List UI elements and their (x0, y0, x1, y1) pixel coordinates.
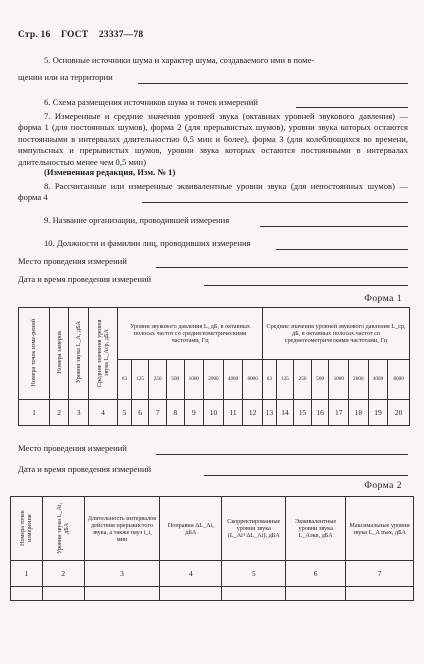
fill-line (204, 475, 408, 476)
empty-cell (346, 587, 414, 601)
place-label-1: Место проведения измерений (18, 256, 127, 266)
column-number: 14 (276, 400, 294, 426)
form1-col-level: Уровни звука L_A, дБА (69, 308, 88, 400)
place-label-2: Место проведения измерений (18, 443, 127, 453)
column-number: 5 (222, 561, 286, 587)
fill-line (276, 249, 408, 250)
page-header (18, 30, 151, 40)
form2-table (10, 496, 414, 601)
freq-cell: 500 (311, 360, 329, 400)
column-number: 9 (184, 400, 204, 426)
fill-line (204, 285, 408, 286)
empty-cell (160, 587, 222, 601)
column-number: 18 (349, 400, 369, 426)
form2-col-max: Максимальные уровни звука L_A max, дБА (346, 497, 414, 561)
freq-cell: 250 (149, 360, 167, 400)
fill-line (156, 454, 408, 455)
paragraph-6: 6. Схема размещения источников шума и точек измерений (44, 97, 258, 107)
form1-col-point: Номера точек изме-рений (19, 308, 50, 400)
column-number: 19 (368, 400, 388, 426)
fill-line (142, 202, 408, 203)
column-number: 3 (69, 400, 88, 426)
column-number: 16 (311, 400, 329, 426)
empty-cell (42, 587, 84, 601)
fill-line (138, 83, 408, 84)
column-number: 7 (149, 400, 167, 426)
freq-cell: 500 (166, 360, 184, 400)
paragraph-5b: щении или на территории (18, 72, 113, 82)
column-number: 1 (19, 400, 50, 426)
column-number: 12 (243, 400, 263, 426)
form2-col-duration: Длительность интервалов действия прерывистого звука, а также пауз t_i, мин (84, 497, 160, 561)
form2-col-level: Уровни звука L_Ai, дБА (42, 497, 84, 561)
empty-cell (222, 587, 286, 601)
freq-cell: 2000 (349, 360, 369, 400)
paragraph-10: 10. Должности и фамилии лиц, проводивших измерения (44, 238, 251, 248)
freq-cell: 8000 (388, 360, 410, 400)
column-number: 6 (286, 561, 346, 587)
form1-col-measure: Номера замеров (49, 308, 68, 400)
gost-label: ГОСТ (61, 30, 89, 40)
column-number: 1 (11, 561, 43, 587)
form2-col-equivalent: Эквивалентные уровни звука L_Aэкв, дБА (286, 497, 346, 561)
freq-cell: 2000 (204, 360, 224, 400)
freq-cell: 125 (276, 360, 294, 400)
column-number: 7 (346, 561, 414, 587)
gost-number: 23337—78 (98, 30, 144, 40)
column-number: 4 (160, 561, 222, 587)
column-number: 5 (118, 400, 132, 426)
form1-table (18, 307, 410, 426)
freq-cell: 1000 (329, 360, 349, 400)
paragraph-8: 8. Рассчитанные или измеренные эквивалентные уровни звука (для непостоянных шумов) — форма 4 (18, 181, 408, 203)
date-label-1: Дата и время проведения измерений (18, 274, 152, 284)
column-number: 6 (131, 400, 149, 426)
freq-cell: 250 (294, 360, 312, 400)
paragraph-7: 7. Измеренные и средние значения уровней звука (октавных уровней звукового давления) — форма 1 (для постоянных шумов), форма 2 (для прерывистых шумов), уровни звука которых остаются постоянными в интервалах длительностью 0,5 мин и более), форма 3 (для колеблющихся во времени, импульсных и прерывистых шумов, уровни звука которых остаются постоянными в интервалах длительностью менее чем 0,5 мин) (18, 111, 408, 167)
column-number: 3 (84, 561, 160, 587)
freq-cell: 1000 (184, 360, 204, 400)
edition-note: (Измененная редакция, Изм. № 1) (44, 167, 176, 177)
form1-group-avg-levels: Средние значения уровней звукового давления L_cp, дБ, в октавных полосах частот со среднегеометрическими частотами, Гц (262, 308, 409, 360)
empty-cell (11, 587, 43, 601)
column-number: 17 (329, 400, 349, 426)
fill-line (156, 267, 408, 268)
column-number: 11 (223, 400, 243, 426)
freq-cell: 125 (131, 360, 149, 400)
column-number: 10 (204, 400, 224, 426)
column-number: 2 (42, 561, 84, 587)
fill-line (260, 226, 408, 227)
form1-col-avg: Средние значения уровня звука L_Acp, дБА (88, 308, 117, 400)
form1-group-levels: Уровни звукового давления L, дБ, в октавных полосах частот со среднегеометрическими частотами, Гц (118, 308, 263, 360)
freq-cell: 4000 (223, 360, 243, 400)
column-number: 8 (166, 400, 184, 426)
freq-cell: 4000 (368, 360, 388, 400)
column-number: 20 (388, 400, 410, 426)
form2-col-correction: Поправки ΔL_Ai, дБА (160, 497, 222, 561)
column-number: 15 (294, 400, 312, 426)
paragraph-5a: 5. Основные источники шума и характер шума, создаваемого ими в поме- (44, 55, 315, 65)
fill-line (296, 107, 408, 108)
empty-cell (286, 587, 346, 601)
date-label-2: Дата и время проведения измерений (18, 464, 152, 474)
form2-col-point: Номера точек измерения (11, 497, 43, 561)
column-number: 13 (262, 400, 276, 426)
freq-cell: 8000 (243, 360, 263, 400)
column-number: 4 (88, 400, 117, 426)
form2-col-corrected: Скорректированные уровни звука (L_Ai+ΔL_Ai), дБА (222, 497, 286, 561)
form1-title: Форма 1 (364, 294, 402, 304)
empty-cell (84, 587, 160, 601)
freq-cell: 63 (118, 360, 132, 400)
paragraph-9: 9. Название организации, проводившей измерения (44, 215, 230, 225)
column-number: 2 (49, 400, 68, 426)
page-number: Стр. 16 (18, 30, 51, 40)
form2-title: Форма 2 (364, 481, 402, 491)
freq-cell: 63 (262, 360, 276, 400)
